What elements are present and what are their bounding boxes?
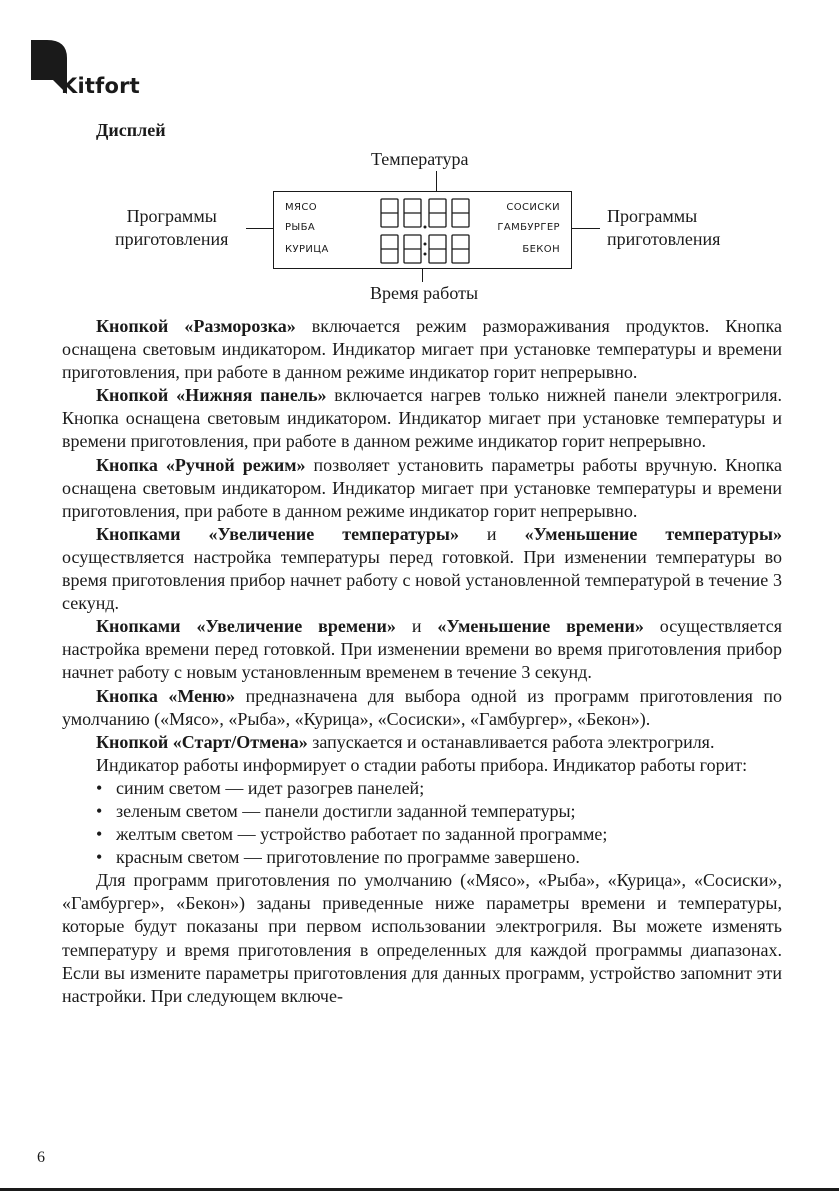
lcd-program-fish: РЫБА — [285, 222, 316, 233]
time-label: Время работы — [370, 283, 479, 303]
list-item: • зеленым светом — панели достигли заданной температуры; — [96, 800, 782, 823]
paragraph: Кнопка «Меню» предназначена для выбора одной из программ приготовления по умолчанию («Мясо», «Рыба», «Курица», «Сосиски», «Гамбургер», «Бекон»). — [62, 685, 782, 729]
indicator-list — [62, 777, 782, 869]
paragraph: Кнопкой «Разморозка» включается режим размораживания продуктов. Кнопка оснащена световым индикатором. Индикатор мигает при установке температуры и времени приготовления, при работе в данном режиме индикатор горит непрерывно. — [62, 316, 783, 383]
lcd-program-sausages: СОСИСКИ — [506, 202, 560, 213]
brand-name: Kitfort — [61, 74, 140, 98]
lcd-program-burger: ГАМБУРГЕР — [497, 222, 560, 233]
lcd-program-meat: МЯСО — [285, 202, 318, 213]
list-item: • синим светом — идет разогрев панелей; — [96, 777, 782, 800]
paragraph: Кнопка «Ручной режим» позволяет установить параметры работы вручную. Кнопка оснащена световым индикатором. Индикатор мигает при установке температуры и времени приготовления, при работе в данном режиме индикатор горит непрерывно. — [62, 454, 782, 521]
paragraph: Для программ приготовления по умолчанию («Мясо», «Рыба», «Курица», «Сосиски», «Гамбургер», «Бекон») заданы приведенные ниже параметры времени и температуры, которые будут показаны при первом использовании электрогриля. Вы можете изменять температуру и время приготовления в определенных для каждой программы диапазонах. Если вы измените параметры приготовления для данных программ, устройство запомнит эти настройки. При следующем включе- — [62, 870, 782, 1006]
left-programs-label: Программы приготовления — [115, 206, 229, 249]
temperature-leader-line — [436, 171, 437, 191]
paragraph: Кнопками «Увеличение времени» и «Уменьшение времени» осуществляется настройка времени перед готовкой. При изменении времени во время приготовления прибор начнет работу с новым установленным временем в течение 3 секунд. — [62, 616, 782, 683]
lcd-program-bacon: БЕКОН — [522, 244, 560, 255]
lcd-program-chicken: КУРИЦА — [285, 244, 329, 255]
left-leader-line — [246, 228, 273, 229]
right-programs-label: Программы приготовления — [607, 206, 721, 249]
section-heading: Дисплей — [96, 120, 166, 140]
paragraph: Кнопками «Увеличение температуры» и «Уменьшение температуры» осуществляется настройка температуры перед готовкой. При изменении температуры во время приготовления прибор начнет работу с новой установленной температурой в течение 3 секунд. — [62, 523, 782, 614]
paragraph: Кнопкой «Старт/Отмена» запускается и останавливается работа электрогриля. — [96, 731, 715, 752]
display-diagram — [0, 146, 839, 306]
list-item: • желтым светом — устройство работает по заданной программе; — [96, 823, 782, 846]
kitfort-logo — [31, 40, 151, 102]
paragraph: Индикатор работы информирует о стадии работы прибора. Индикатор работы горит: — [96, 754, 748, 775]
time-leader-line — [422, 269, 423, 282]
list-item: • красным светом — приготовление по программе завершено. — [96, 846, 782, 869]
lcd-display — [273, 191, 572, 269]
right-leader-line — [572, 228, 600, 229]
seven-segment-digits-icon — [379, 197, 471, 265]
paragraph: Кнопкой «Нижняя панель» включается нагрев только нижней панели электрогриля. Кнопка оснащена световым индикатором. Индикатор мигает при установке температуры и времени приготовления, при работе в данном режиме индикатор горит непрерывно. — [62, 385, 783, 452]
temperature-label: Температура — [371, 149, 469, 169]
description-text — [62, 315, 782, 1008]
page-number: 6 — [37, 1149, 45, 1166]
